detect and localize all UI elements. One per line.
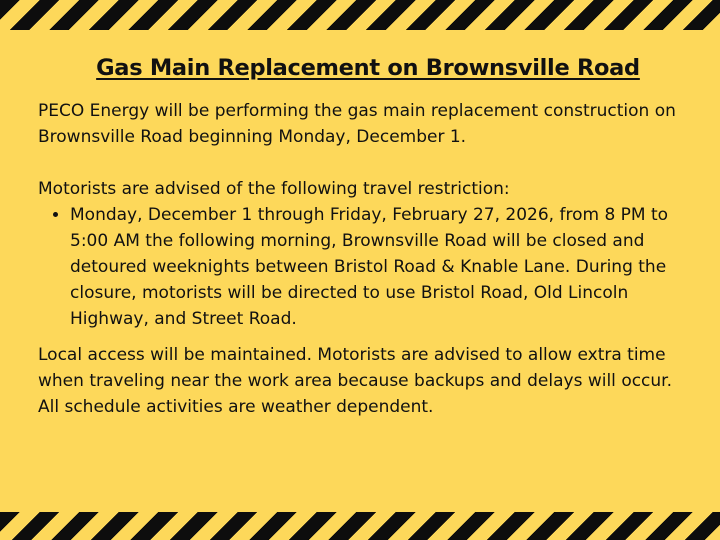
notice-content: [38, 52, 698, 420]
spacer: [38, 150, 698, 176]
hazard-stripe-bottom: [0, 512, 720, 540]
notice-closing: Local access will be maintained. Motorists are advised to allow extra time when traveling near the work area because backups and delays will occur. All schedule activities are weather dependent.: [38, 345, 673, 417]
notice-intro: PECO Energy will be performing the gas main replacement construction on Brownsville Road beginning Monday, December 1.: [38, 101, 676, 147]
notice-title: Gas Main Replacement on Brownsville Road: [96, 55, 640, 81]
restriction-list: [38, 202, 698, 332]
hazard-stripe-top: [0, 0, 720, 30]
restriction-item: • Monday, December 1 through Friday, February 27, 2026, from 8 PM to 5:00 AM the following morning, Brownsville Road will be closed and detoured weeknights between Bristol Road & Knable Lane. During the closure, motorists will be directed to use Bristol Road, Old Lincoln Highway, and Street Road.: [70, 202, 698, 332]
advisory-heading: Motorists are advised of the following travel restriction:: [38, 179, 510, 199]
